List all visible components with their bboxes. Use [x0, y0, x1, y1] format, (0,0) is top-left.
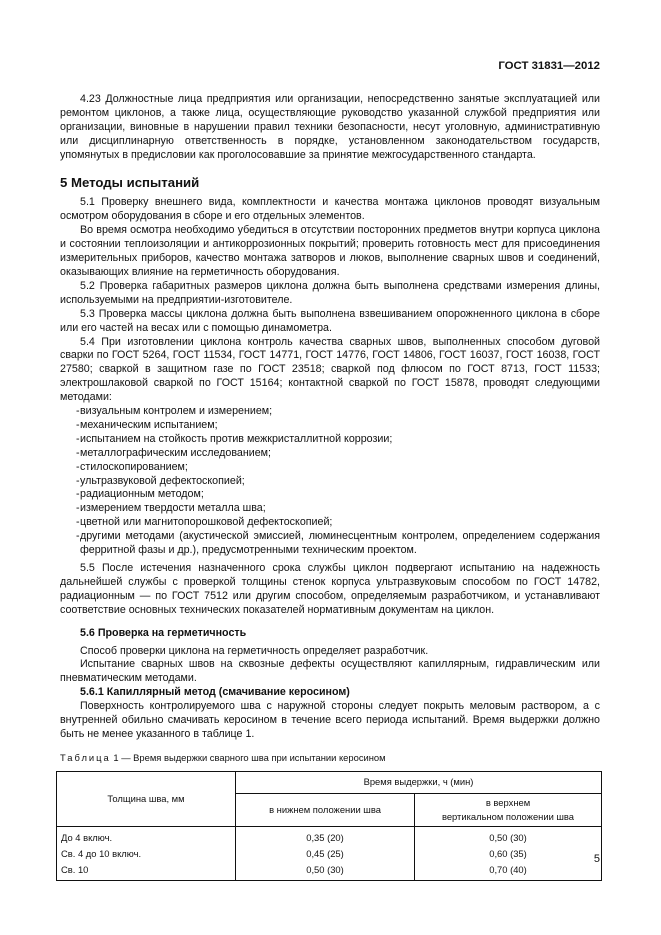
- table-row: [57, 826, 602, 845]
- list-item: [60, 502, 600, 516]
- section-5-6-title: 5.6 Проверка на герметичность: [80, 626, 247, 639]
- paragraph-5-3: 5.3 Проверка массы циклона должна быть выполнена взвешиванием опорожненного циклона в сборе или его частей на весах или с помощью динамометра.: [60, 307, 600, 334]
- header-upper-position: [415, 793, 602, 826]
- list-item: [60, 419, 600, 433]
- page-content: [60, 93, 600, 881]
- list-dash: -: [76, 405, 80, 418]
- list-item: [60, 516, 600, 530]
- list-item: [60, 488, 600, 502]
- paragraph-4-23: 4.23 Должностные лица предприятия или организации, непосредственно занятые эксплуатацией или ремонтом циклонов, а также лица, осуществляющие руководство указанной службой предприятия или организации, виновные в нарушении правил техники безопасности, несут уголовную, административную или дисциплинарную ответственность в порядке, установленном законодательством государств, упомянутых в предисловии как проголосовавшие за принятие межгосударственного стандарта.: [60, 93, 600, 161]
- list-item-text: цветной или магнитопорошковой дефектоскопией;: [80, 516, 333, 529]
- list-dash: -: [76, 418, 80, 431]
- list-dash: -: [76, 530, 80, 543]
- table-header-row: [57, 771, 602, 793]
- section-5-title: 5 Методы испытаний: [60, 174, 200, 190]
- list-item-text: испытанием на стойкость против межкристаллитной коррозии;: [80, 432, 393, 445]
- table-caption-text: 1 — Время выдержки сварного шва при испытании керосином: [113, 751, 386, 763]
- table-caption-label: Таблица: [60, 751, 111, 763]
- header-upper-line-2: вертикальном положении шва: [441, 810, 575, 822]
- table-row: [57, 862, 602, 880]
- list-item-text: ультразвуковой дефектоскопией;: [80, 474, 245, 487]
- list-dash: -: [76, 460, 80, 473]
- list-item-text: стилоскопированием;: [80, 460, 188, 473]
- cell-upper: 0,70 (40): [415, 862, 602, 880]
- document-id: ГОСТ 31831—2012: [498, 60, 600, 72]
- cell-lower: 0,35 (20): [236, 826, 415, 845]
- list-item-text: механическим испытанием;: [80, 418, 218, 431]
- list-dash: -: [76, 474, 80, 487]
- table-row: [57, 846, 602, 862]
- list-item: [60, 433, 600, 447]
- list-item: [60, 475, 600, 489]
- document-header: [60, 60, 600, 72]
- list-item-text: металлографическим исследованием;: [80, 446, 271, 459]
- header-upper-line-1: в верхнем: [485, 796, 531, 808]
- list-dash: -: [76, 446, 80, 459]
- paragraph-5-1-inspection: Во время осмотра необходимо убедиться в отсутствии посторонних предметов внутри корпуса циклона и состоянии теплоизоляции и антикоррозионных покрытий; проверить готовность мест для присоединения измерительных приборов, качество монтажа затворов и люков, выполнение сварных швов и соединений, оказывающих влияние на герметичность оборудования.: [60, 224, 600, 278]
- list-item: [60, 405, 600, 419]
- cell-upper: 0,60 (35): [415, 846, 602, 862]
- list-dash: -: [76, 432, 80, 445]
- header-thickness: Толщина шва, мм: [57, 771, 236, 826]
- page-number: 5: [593, 853, 600, 865]
- paragraph-5-6-1: Поверхность контролируемого шва с наружной стороны следует покрыть меловым раствором, а с внутренней обильно смачивать керосином в течение всего периода испытаний. Время выдержки должно быть не менее указанного в таблице 1.: [60, 700, 600, 740]
- list-dash: -: [76, 502, 80, 515]
- list-dash: -: [76, 516, 80, 529]
- section-5-6-1-title: 5.6.1 Капиллярный метод (смачивание керосином): [80, 686, 350, 699]
- header-exposure-time: Время выдержки, ч (мин): [236, 771, 602, 793]
- list-item: [60, 447, 600, 461]
- paragraph-5-1: 5.1 Проверку внешнего вида, комплектности и качества монтажа циклонов проводят визуальным осмотром оборудования в сборе и его отдельных элементов.: [60, 196, 600, 223]
- list-item: [60, 461, 600, 475]
- paragraph-5-6-welds: Испытание сварных швов на сквозные дефекты осуществляют капиллярным, гидравлическим или пневматическим методами.: [60, 658, 600, 685]
- list-dash: -: [76, 488, 80, 501]
- paragraph-5-6-method: Способ проверки циклона на герметичность определяет разработчик.: [80, 644, 429, 657]
- cell-thickness: Св. 10: [57, 862, 236, 880]
- paragraph-5-4: 5.4 При изготовлении циклона контроль качества сварных швов, выполненных способом дуговой сварки по ГОСТ 5264, ГОСТ 11534, ГОСТ 14771, ГОСТ 14776, ГОСТ 14806, ГОСТ 16037, ГОСТ 16038, ГОСТ 27580; сваркой в защитном газе по ГОСТ 23518; сваркой под флюсом по ГОСТ 8713, ГОСТ 11533; электрошлаковой сваркой по ГОСТ 15164; контактной сваркой по ГОСТ 15878, проводят следующими методами:: [60, 335, 600, 404]
- list-item-text: измерением твердости металла шва;: [80, 502, 266, 515]
- cell-thickness: До 4 включ.: [57, 826, 236, 845]
- table-caption: [60, 751, 600, 765]
- cell-lower: 0,50 (30): [236, 862, 415, 880]
- exposure-time-table: [56, 771, 602, 881]
- list-item: [60, 530, 600, 558]
- cell-upper: 0,50 (30): [415, 826, 602, 845]
- list-item-text: радиационным методом;: [80, 488, 204, 501]
- paragraph-5-5: 5.5 После истечения назначенного срока службы циклон подвергают испытанию на надежность дальнейшей службы с проверкой толщины стенок корпуса ультразвуковым способом по ГОСТ 14782, радиационным — по ГОСТ 7512 или другим способом, определяемым разработчиком, и устанавливают соответствие основных технических показателей нормативным документам на циклон.: [60, 562, 600, 616]
- cell-thickness: Св. 4 до 10 включ.: [57, 846, 236, 862]
- methods-list: [60, 405, 600, 558]
- cell-lower: 0,45 (25): [236, 846, 415, 862]
- header-lower-position: в нижнем положении шва: [236, 793, 415, 826]
- list-item-text: визуальным контролем и измерением;: [80, 405, 273, 418]
- list-item-text: другими методами (акустической эмиссией, люминесцентным контролем, определением содержания ферритной фазы и др.), предусмотренными техническим проектом.: [80, 530, 600, 557]
- paragraph-5-2: 5.2 Проверка габаритных размеров циклона должна быть выполнена средствами измерения длины, используемыми на предприятии-изготовителе.: [60, 279, 600, 306]
